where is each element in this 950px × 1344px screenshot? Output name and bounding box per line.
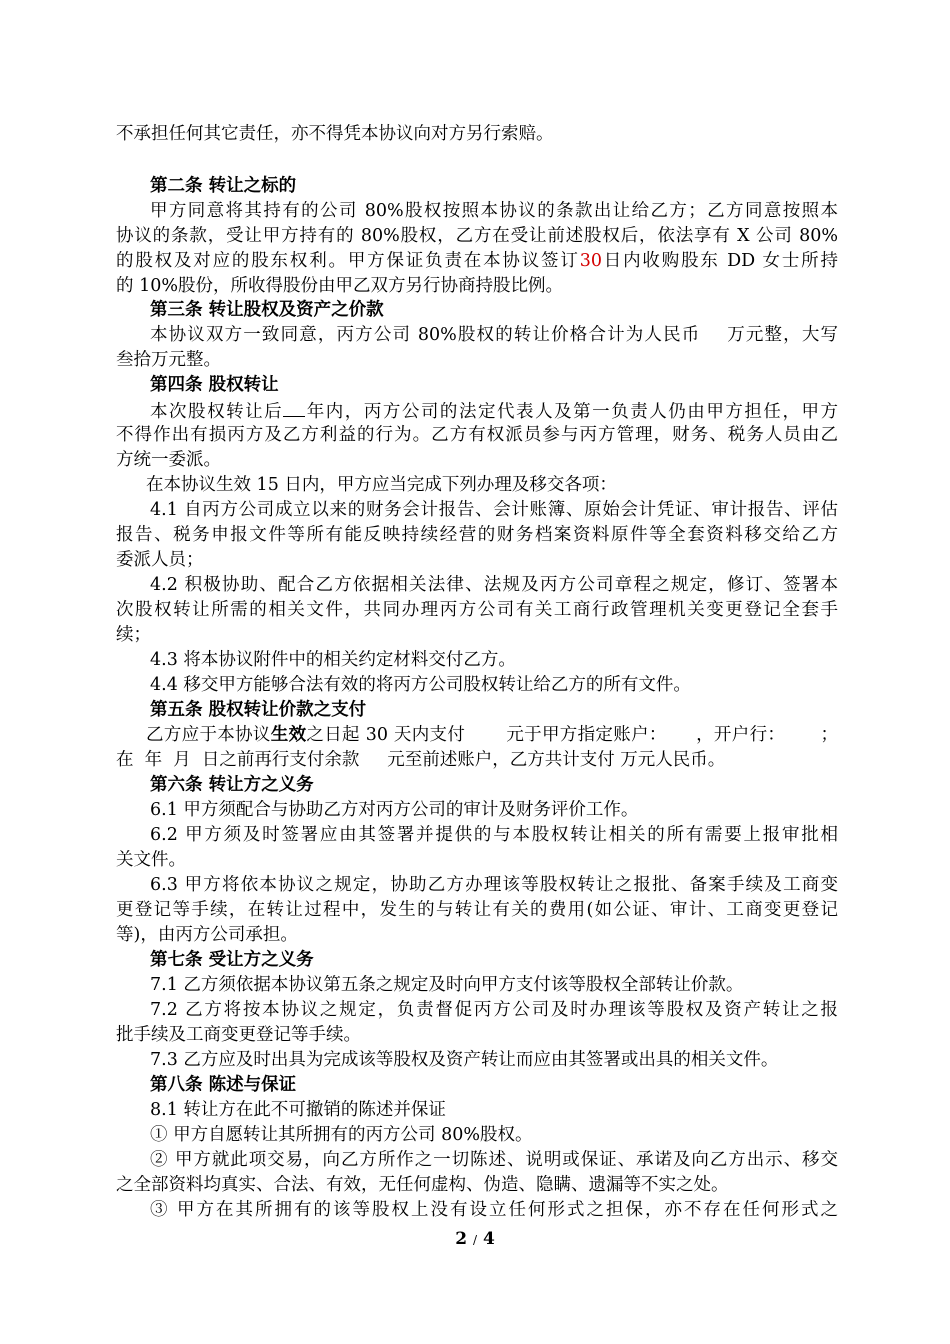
paragraph-line: 关文件。	[116, 850, 186, 870]
paragraph-line: 甲方同意将其持有的公司 80%股权按照本协议的条款出让给乙方；乙方同意按照本	[150, 201, 838, 221]
paragraph-line: 续；	[116, 625, 151, 645]
paragraph-line: 的股权及对应的股东权利。甲方保证负责在本协议签订30日内收购股东 DD 女士所持	[116, 251, 838, 271]
article-3-heading: 第三条 转让股权及资产之价款	[150, 300, 384, 320]
paragraph-line: 方统一委派。	[116, 450, 221, 470]
paragraph-line: ① 甲方自愿转让其所拥有的丙方公司 80%股权。	[150, 1125, 533, 1145]
page-number: 2 / 4	[455, 1229, 495, 1249]
article-7-heading: 第七条 受让方之义务	[150, 950, 314, 970]
paragraph-line: 更登记等手续，在转让过程中，发生的与转让有关的费用(如公证、审计、工商变更登记	[116, 900, 838, 920]
paragraph-line: 报告、税务申报文件等所有能反映持续经营的财务档案资料原件等全套资料移交给乙方	[116, 525, 838, 545]
blank-underline	[283, 398, 305, 417]
paragraph-line: 的 10%股份，所收得股份由甲乙双方另行协商持股比例。	[116, 276, 563, 296]
paragraph-line: 在本协议生效 15 日内，甲方应当完成下列办理及移交各项：	[146, 475, 617, 495]
paragraph-line: 等)，由丙方公司承担。	[116, 925, 298, 945]
paragraph-line: 6.3 甲方将依本协议之规定，协助乙方办理该等股权转让之报批、备案手续及工商变	[150, 875, 838, 895]
article-6-heading: 第六条 转让方之义务	[150, 775, 314, 795]
article-4-heading: 第四条 股权转让	[150, 375, 279, 395]
paragraph-line: 4.4 移交甲方能够合法有效的将丙方公司股权转让给乙方的所有文件。	[150, 675, 691, 695]
paragraph-line: 乙方应于本协议生效之日起 30 天内支付 元于甲方指定账户： ，开户行： ；	[146, 725, 839, 745]
paragraph-line: 之全部资料均真实、合法、有效，无任何虚构、伪造、隐瞒、遗漏等不实之处。	[116, 1175, 729, 1195]
highlighted-number: 30	[579, 251, 602, 271]
paragraph-line: 7.1 乙方须依据本协议第五条之规定及时向甲方支付该等股权全部转让价款。	[150, 975, 744, 995]
paragraph-line: 叁拾万元整。	[116, 350, 221, 370]
paragraph-line: 协议的条款，受让甲方持有的 80%股权，乙方在受让前述股权后，依法享有 X 公司 80%	[116, 226, 838, 246]
paragraph-line: 不承担任何其它责任，亦不得凭本协议向对方另行索赔。	[116, 124, 554, 144]
paragraph-line: 本协议双方一致同意，丙方公司 80%股权的转让价格合计为人民币 万元整，大写	[150, 325, 838, 345]
paragraph-line: 次股权转让所需的相关文件，共同办理丙方公司有关工商行政管理机关变更登记全套手	[116, 600, 838, 620]
paragraph-line: 不得作出有损丙方及乙方利益的行为。乙方有权派员参与丙方管理，财务、税务人员由乙	[116, 425, 838, 445]
paragraph-line: 6.1 甲方须配合与协助乙方对丙方公司的审计及财务评价工作。	[150, 800, 639, 820]
paragraph-line: 4.3 将本协议附件中的相关约定材料交付乙方。	[150, 650, 516, 670]
paragraph-line: 4.2 积极协助、配合乙方依据相关法律、法规及丙方公司章程之规定，修订、签署本	[150, 575, 838, 595]
paragraph-line: 在 年 月 日之前再行支付余款 元至前述账户，乙方共计支付 万元人民币。	[116, 750, 726, 770]
paragraph-line: 4.1 自丙方公司成立以来的财务会计报告、会计账簿、原始会计凭证、审计报告、评估	[150, 500, 838, 520]
paragraph-line: 本次股权转让后 年内，丙方公司的法定代表人及第一负责人仍由甲方担任，甲方	[150, 398, 838, 424]
paragraph-line: 6.2 甲方须及时签署应由其签署并提供的与本股权转让相关的所有需要上报审批相	[150, 825, 838, 845]
paragraph-line: 7.3 乙方应及时出具为完成该等股权及资产转让而应由其签署或出具的相关文件。	[150, 1050, 779, 1070]
paragraph-line: 批手续及工商变更登记等手续。	[116, 1025, 361, 1045]
paragraph-line: 委派人员；	[116, 550, 204, 570]
article-8-heading: 第八条 陈述与保证	[150, 1075, 297, 1095]
paragraph-line: 8.1 转让方在此不可撤销的陈述并保证	[150, 1100, 446, 1120]
paragraph-line: ③ 甲方在其所拥有的该等股权上没有设立任何形式之担保，亦不存在任何形式之	[150, 1200, 838, 1220]
article-2-heading: 第二条 转让之标的	[150, 176, 297, 196]
article-5-heading: 第五条 股权转让价款之支付	[150, 700, 367, 720]
paragraph-line: 7.2 乙方将按本协议之规定，负责督促丙方公司及时办理该等股权及资产转让之报	[150, 1000, 838, 1020]
paragraph-line: ② 甲方就此项交易，向乙方所作之一切陈述、说明或保证、承诺及向乙方出示、移交	[150, 1150, 838, 1170]
